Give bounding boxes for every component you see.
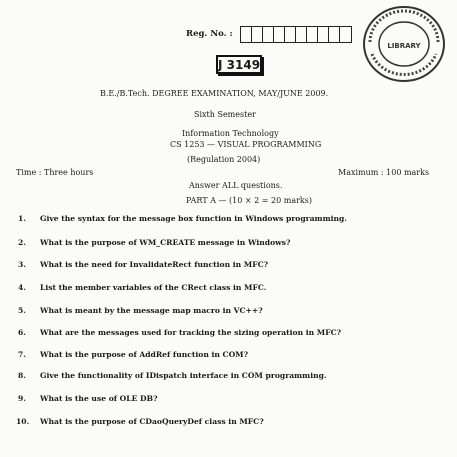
reg-no-cell — [274, 27, 285, 42]
question-number: 8. — [18, 371, 26, 380]
reg-no-cell — [285, 27, 296, 42]
library-stamp-icon — [360, 2, 448, 86]
subject: CS 1253 — VISUAL PROGRAMMING — [170, 140, 322, 149]
question-text: Give the syntax for the message box function in Windows programming. — [40, 214, 347, 223]
question-number: 1. — [18, 214, 26, 223]
reg-no-cell — [329, 27, 340, 42]
question-number: 4. — [18, 283, 26, 292]
question-text: What is the purpose of WM_CREATE message in Windows? — [40, 238, 291, 247]
question-number: 2. — [18, 238, 26, 247]
question-text: What is the purpose of CDaoQueryDef class in MFC? — [40, 417, 264, 426]
max-marks-label: Maximum : 100 marks — [338, 168, 430, 177]
question-text: List the member variables of the CRect class in MFC. — [40, 283, 267, 292]
semester: Sixth Semester — [194, 110, 256, 119]
question-number: 6. — [18, 328, 26, 337]
reg-no-label: Reg. No. : — [186, 29, 233, 39]
part-heading: PART A — (10 × 2 = 20 marks) — [186, 196, 312, 205]
question-number: 5. — [18, 306, 26, 315]
question-text: What is the use of OLE DB? — [40, 394, 158, 403]
question-text: Give the functionality of IDispatch interface in COM programming. — [40, 371, 327, 380]
reg-no-cell — [252, 27, 263, 42]
reg-no-cell — [340, 27, 351, 42]
reg-no-cell — [318, 27, 329, 42]
exam-title: B.E./B.Tech. DEGREE EXAMINATION, MAY/JUNE 2009. — [100, 89, 329, 98]
instructions: Answer ALL questions. — [189, 181, 283, 190]
question-number: 9. — [18, 394, 26, 403]
question-text: What is the need for InvalidateRect function in MFC? — [40, 260, 269, 269]
reg-no-cell — [307, 27, 318, 42]
regulation: (Regulation 2004) — [187, 155, 261, 164]
paper-code: J 3149 — [216, 55, 262, 74]
svg-text:LIBRARY: LIBRARY — [387, 42, 421, 50]
reg-no-boxes — [240, 26, 352, 43]
question-text: What is meant by the message map macro in VC++? — [40, 306, 263, 315]
question-number: 10. — [16, 417, 30, 426]
question-number: 3. — [18, 260, 26, 269]
question-text: What is the purpose of AddRef function in COM? — [40, 350, 249, 359]
reg-no-cell — [263, 27, 274, 42]
question-text: What are the messages used for tracking the sizing operation in MFC? — [40, 328, 342, 337]
reg-no-cell — [241, 27, 252, 42]
question-number: 7. — [18, 350, 26, 359]
reg-no-cell — [296, 27, 307, 42]
time-label: Time : Three hours — [16, 168, 94, 177]
branch: Information Technology — [182, 129, 279, 138]
